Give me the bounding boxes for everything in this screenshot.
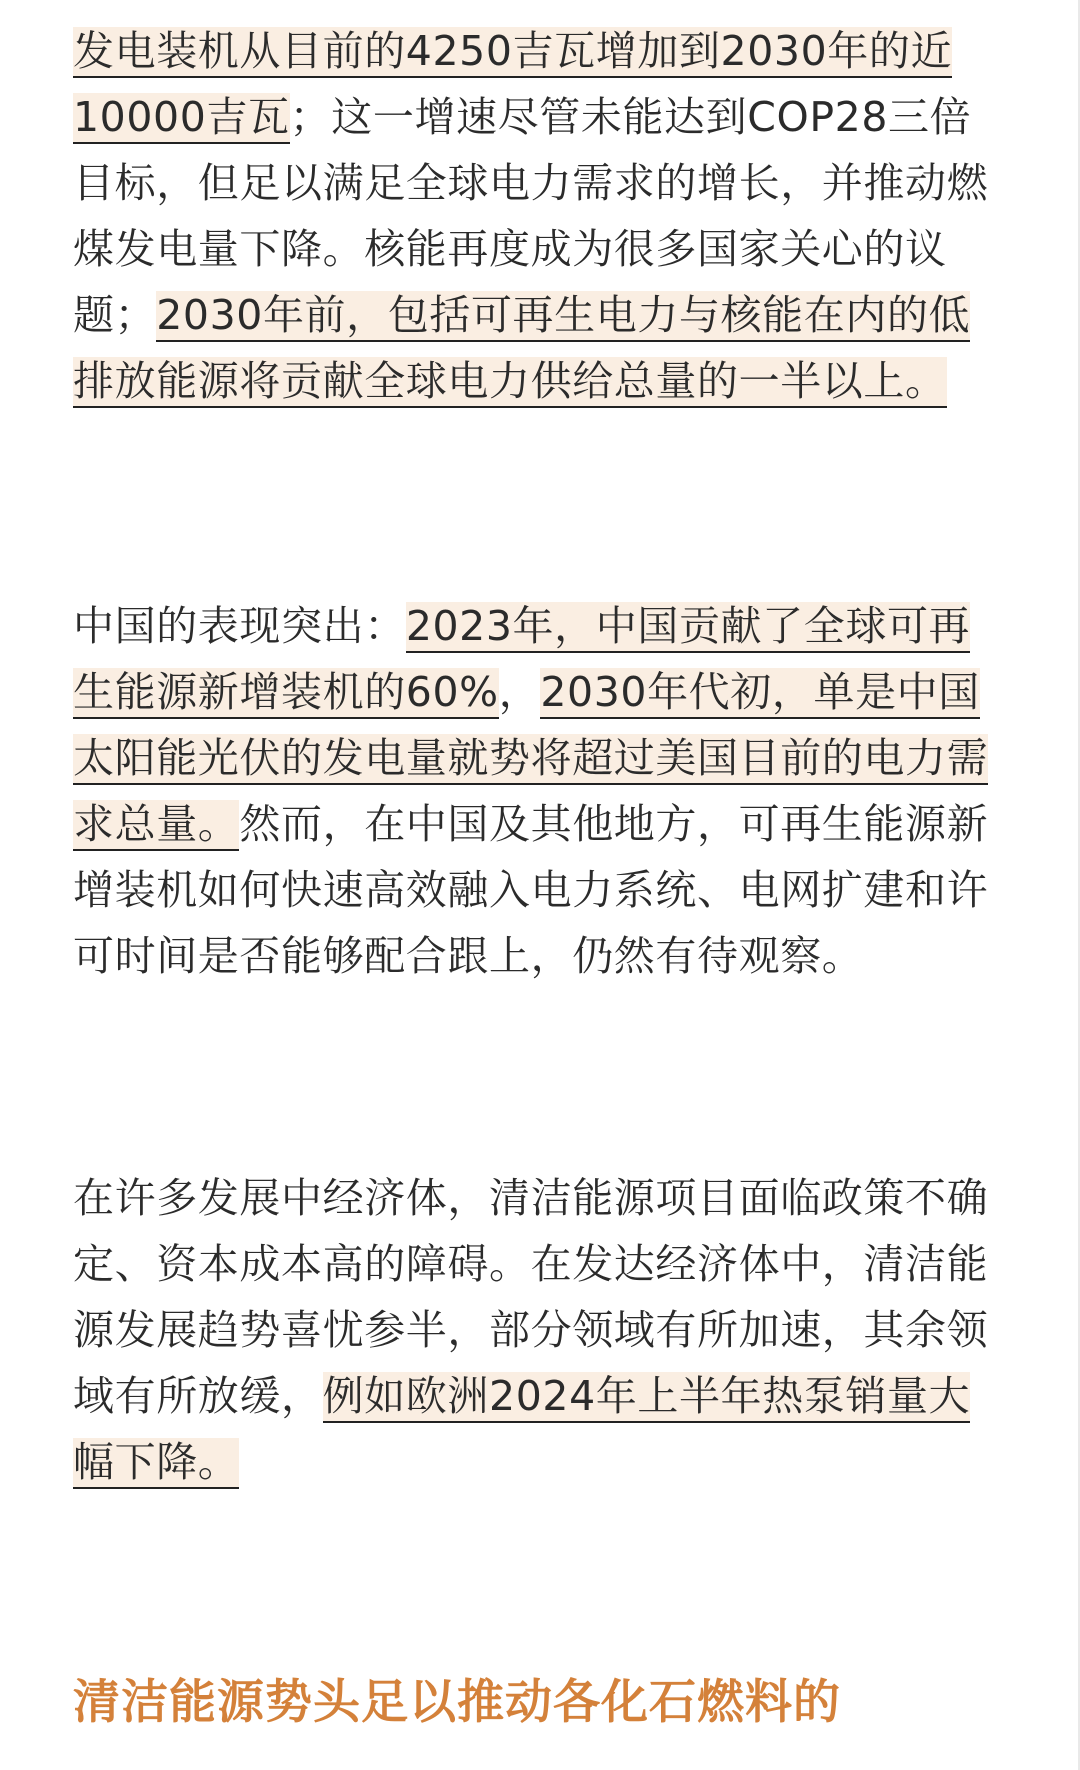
highlighted-text: 2023年，中国贡献了全球可再生能源新增装机的60%	[73, 602, 970, 719]
body-text: 然而，在中国及其他地方，可再生能源新增装机如何快速高效融入电力系统、电网扩建和许可时间是否能够配合跟上，仍然有待观察。	[73, 800, 989, 980]
highlighted-text: 例如欧洲2024年上半年热泵销量大幅下降。	[73, 1372, 970, 1489]
body-text: 在许多发展中经济体，清洁能源项目面临政策不确定、资本成本高的障碍。在发达经济体中，清洁能源发展趋势喜忧参半，部分领域有所加速，其余领域有所放缓，	[73, 1174, 989, 1420]
body-text: ，	[498, 668, 541, 716]
section-heading: 清洁能源势头足以推动各化石燃料的	[73, 1675, 841, 1730]
body-text: 中国的表现突出：	[73, 602, 406, 650]
highlighted-text: 2030年前，包括可再生电力与核能在内的低排放能源将贡献全球电力供给总量的一半以上。	[73, 291, 970, 408]
paragraph-3	[73, 1165, 1008, 1495]
paragraph-1	[73, 18, 1008, 414]
body-text: ；这一增速尽管未能达到COP28三倍目标，但足以满足全球电力需求的增长，并推动燃煤发电量下降。核能再度成为很多国家关心的议题；	[73, 93, 989, 339]
highlighted-text: 发电装机从目前的4250吉瓦增加到2030年的近10000吉瓦	[73, 27, 952, 144]
paragraph-2	[73, 593, 1008, 989]
highlighted-text: 2030年代初，单是中国太阳能光伏的发电量就势将超过美国目前的电力需求总量。	[73, 668, 988, 851]
